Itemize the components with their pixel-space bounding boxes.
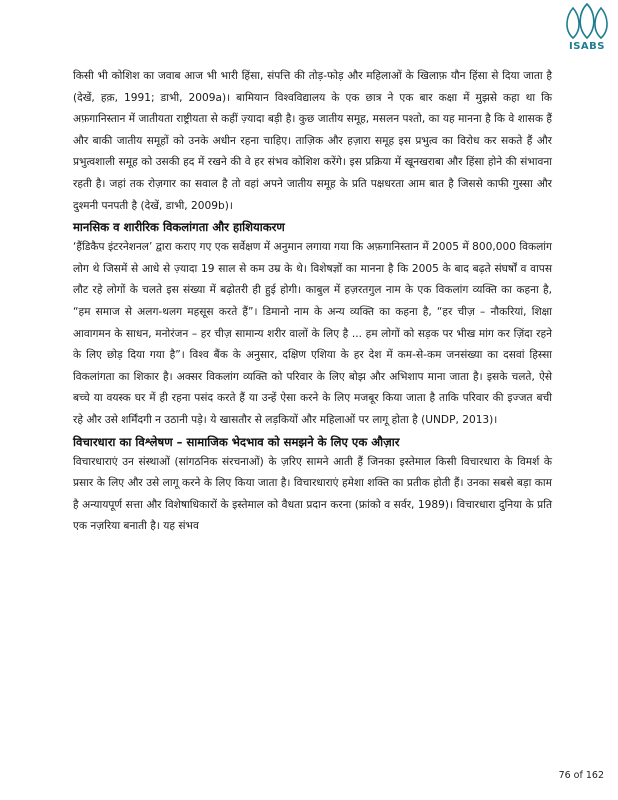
page-number: 76 of 162 [558, 770, 604, 781]
isabs-logo [560, 2, 614, 56]
paragraph-disability: ‘हैंडिकैप इंटरनेशनल’ द्वारा कराए गए एक सर्वेक्षण में अनुमान लगाया गया कि अफ़गानिस्तान में 2005 में 800,000 विकलांग लोग थे जिसमें से आधे से ज़्यादा 19 साल से कम उम्र के थे। विशेषज्ञों का मानना है कि 2005 के बाद बढ़ते संघर्षों व वापस लौट रहे लोगों के चलते इस संख्या में बढ़ोतरी ही हुई होगी। काबुल में हज़रतगुल नाम के एक विकलांग व्यक्ति का कहना है, “हम समाज से अलग-थलग महसूस करते हैं”। डिमानो नाम के अन्य व्यक्ति का कहना है, “हर चीज़ – नौकरियां, शिक्षा आवागमन के साधन, मनोरंजन – हर चीज़ सामान्य शरीर वालों के लिए है ... हम लोगों को सड़क पर भीख मांग कर ज़िंदा रहने के लिए छोड़ दिया गया है”। विश्व बैंक के अनुसार, दक्षिण एशिया के हर देश में कम-से-कम जनसंख्या का दसवां हिस्सा विकलांगता का शिकार है। अक्सर विकलांग व्यक्ति को परिवार के लिए बोझ और अभिशाप माना जाता है। इसके चलते, ऐसे बच्चे या वयस्क घर में ही रहना पसंद करते हैं या उन्हें ऐसा करने के लिए मजबूर किया जाता है ताकि परिवार की इज्जत बची रहे और उसे शर्मिंदगी न उठानी पड़े। ये खासतौर से लड़कियों और महिलाओं पर लागू होता है (UNDP, 2013)। [73, 241, 552, 426]
section-heading-ideology: विचारधारा का विश्लेषण – सामाजिक भेदभाव को समझने के लिए एक औज़ार [73, 434, 400, 449]
logo-wordmark: ISABS [569, 41, 605, 52]
section-heading-disability: मानसिक व शारीरिक विकलांगता और हाशियाकरण [73, 220, 285, 235]
main-content [73, 66, 552, 538]
leaf-emblem-icon [560, 2, 614, 42]
paragraph-ideology: विचारधाराएं उन संस्थाओं (सांगठनिक संरचनाओं) के ज़रिए सामने आती हैं जिनका इस्तेमाल किसी विचारधारा के विमर्श के प्रसार के लिए और उसे लागू करने के लिए किया जाता है। विचारधाराएं हमेशा शक्ति का प्रतीक होती हैं। उनका सबसे बड़ा काम है अन्यायपूर्ण सत्ता और विशेषाधिकारों के इस्तेमाल को वैधता प्रदान करना (फ्रांको व सर्वर, 1989)। विचारधारा दुनिया के प्रति एक नज़रिया बनाती है। यह संभव [73, 455, 552, 533]
paragraph-ethnicity: किसी भी कोशिश का जवाब आज भी भारी हिंसा, संपत्ति की तोड़-फोड़ और महिलाओं के खिलाफ़ यौन हिंसा से दिया जाता है (देखें, हक़, 1991; डाभी, 2009a)। बामियान विश्वविद्यालय के एक छात्र ने एक बार कक्षा में मुझसे कहा था कि अफ़गानिस्तान में जातीयता राष्ट्रीयता से कहीं ज़्यादा बड़ी है। कुछ जातीय समूह, मसलन पश्तो, का यह मानना है कि वे शासक हैं और बाकी जातीय समूहों को उनके अधीन रहना चाहिए। ताज़िक और हज़ारा समूह इस प्रभुत्व का विरोध कर सकते हैं और प्रभुत्वशाली समूह को उसकी हद में रखने की वे हर संभव कोशिश करेंगे। इस प्रक्रिया में खूनखराबा और हिंसा होने की संभावना रहती है। जहां तक रोज़गार का सवाल है तो वहां अपने जातीय समूह के प्रति पक्षधरता आम बात है जिससे काफी गुस्सा और दुश्मनी पनपती है (देखें, डाभी, 2009b)। [73, 70, 552, 212]
